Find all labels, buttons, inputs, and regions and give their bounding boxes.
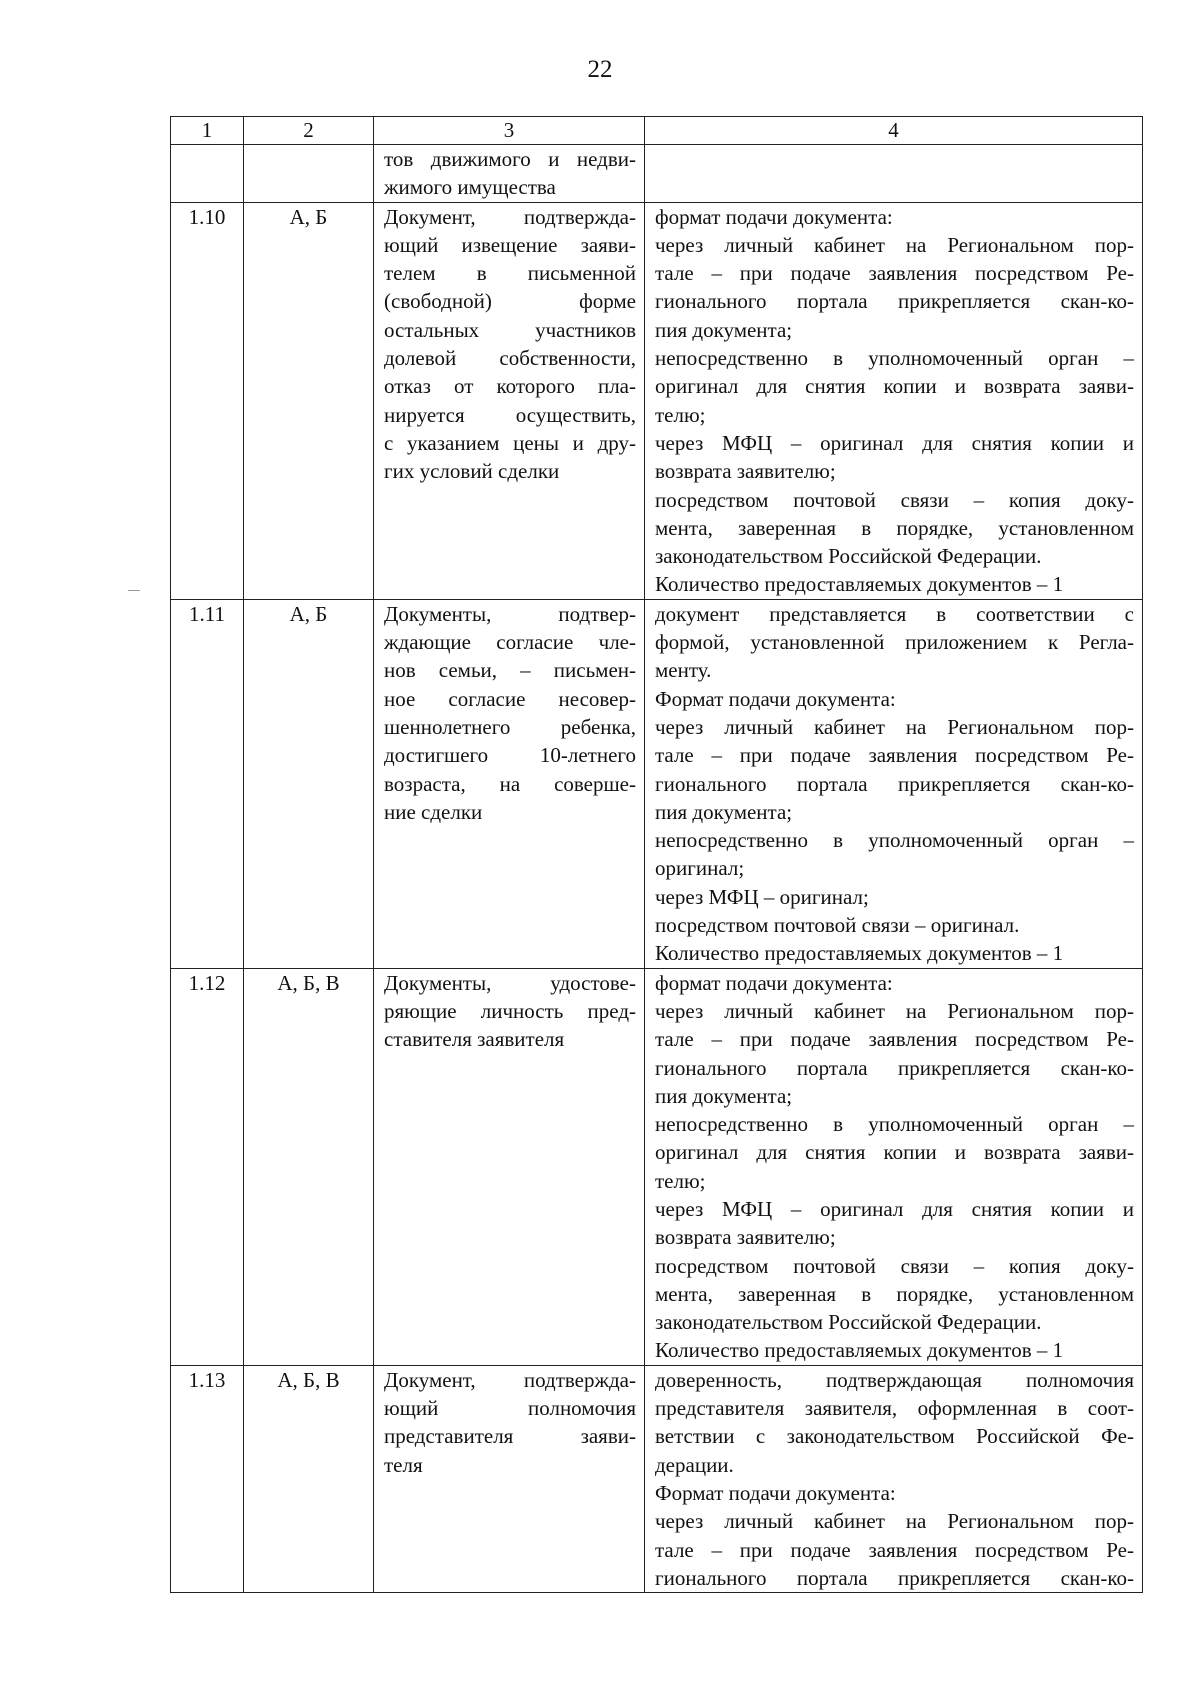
text-line: непосредственно в уполномоченный орган – — [655, 346, 1134, 371]
table-row — [171, 1365, 1143, 1592]
text-line: долевой собственности, — [384, 346, 636, 371]
continuation-row — [171, 145, 1143, 203]
header-cell: 2 — [244, 117, 374, 145]
text-line: тале – при подаче заявления посредством Ре- — [655, 743, 1134, 768]
text-line: непосредственно в уполномоченный орган – — [655, 1112, 1134, 1137]
text-line: гионального портала прикрепляется скан-ко- — [655, 1055, 1134, 1080]
text-line: тов движимого и недви- — [384, 147, 636, 171]
text-line: через личный кабинет на Региональном пор- — [655, 1509, 1134, 1534]
documents-table — [170, 116, 1143, 1593]
document-name-cell — [374, 599, 645, 968]
table-row — [171, 599, 1143, 968]
text-line: через личный кабинет на Региональном пор- — [655, 232, 1134, 257]
text-line: посредством почтовой связи – оригинал. — [655, 913, 1020, 938]
applicant-category-cell: А, Б — [244, 599, 374, 968]
row-number-cell — [171, 145, 244, 203]
text-line: Формат подачи документа: — [655, 1480, 896, 1505]
text-line: гионального портала прикрепляется скан-ко- — [655, 289, 1134, 314]
text-line: тале – при подаче заявления посредством Ре- — [655, 261, 1134, 286]
document-name-cell — [374, 145, 645, 203]
text-line: с указанием цены и дру- — [384, 430, 636, 455]
text-line: оригинал; — [655, 856, 745, 881]
text-line: мента, заверенная в порядке, установленном — [655, 515, 1134, 540]
text-line: шеннолетнего ребенка, — [384, 714, 636, 739]
text-line: формат подачи документа: — [655, 970, 893, 995]
text-line: достигшего 10-летнего — [384, 743, 636, 768]
text-line: возврата заявителю; — [655, 459, 836, 484]
text-line: ряющие личность пред- — [384, 998, 636, 1023]
text-line: ставителя заявителя — [384, 1027, 565, 1052]
applicant-category-cell: А, Б, В — [244, 1365, 374, 1592]
text-line: непосредственно в уполномоченный орган – — [655, 828, 1134, 853]
text-line: телю; — [655, 1168, 706, 1193]
text-line: жимого имущества — [384, 175, 556, 200]
row-number-cell: 1.13 — [171, 1365, 244, 1592]
text-line: оригинал для снятия копии и возврата заяви- — [655, 1140, 1134, 1165]
text-line: законодательством Российской Федерации. — [655, 544, 1042, 569]
text-line: тале – при подаче заявления посредством Ре- — [655, 1027, 1134, 1052]
text-line: ное согласие несовер- — [384, 686, 636, 711]
row-number-cell: 1.12 — [171, 968, 244, 1365]
submission-format-cell — [645, 202, 1143, 599]
text-line: представителя заявителя, оформленная в соот- — [655, 1396, 1134, 1421]
text-line: формат подачи документа: — [655, 204, 893, 229]
text-line: Документы, подтвер- — [384, 601, 636, 626]
text-line: возраста, на соверше- — [384, 771, 636, 796]
header-cell: 4 — [645, 117, 1143, 145]
text-line: возврата заявителю; — [655, 1225, 836, 1250]
text-line: через личный кабинет на Региональном пор- — [655, 714, 1134, 739]
document-name-cell — [374, 202, 645, 599]
text-line: теля — [384, 1452, 423, 1477]
text-line: через МФЦ – оригинал для снятия копии и — [655, 430, 1134, 455]
text-line: нов семьи, – письмен- — [384, 658, 636, 683]
margin-mark — [128, 590, 140, 591]
submission-format-cell — [645, 1365, 1143, 1592]
text-line: нируется осуществить, — [384, 402, 636, 427]
applicant-category-cell: А, Б — [244, 202, 374, 599]
text-line: Документ, подтвержда- — [384, 204, 636, 229]
text-line: ющий полномочия — [384, 1396, 636, 1421]
text-line: телем в письменной — [384, 261, 636, 286]
text-line: тале – при подаче заявления посредством Ре- — [655, 1537, 1134, 1562]
text-line: ющий извещение заяви- — [384, 232, 636, 257]
text-line: ждающие согласие чле- — [384, 630, 636, 655]
text-line: посредством почтовой связи – копия доку- — [655, 1253, 1134, 1278]
text-line: документ представляется в соответствии с — [655, 601, 1134, 626]
applicant-category-cell — [244, 145, 374, 203]
text-line: остальных участников — [384, 317, 636, 342]
text-line: Количество предоставляемых документов – 1 — [655, 572, 1064, 597]
text-line: гионального портала прикрепляется скан-ко- — [655, 771, 1134, 796]
text-line: ние сделки — [384, 799, 483, 824]
table-row — [171, 202, 1143, 599]
submission-format-cell — [645, 599, 1143, 968]
page-number: 22 — [587, 56, 613, 83]
table-row — [171, 968, 1143, 1365]
text-line: через личный кабинет на Региональном пор- — [655, 998, 1134, 1023]
text-line: Формат подачи документа: — [655, 686, 896, 711]
text-line: телю; — [655, 402, 706, 427]
header-cell: 1 — [171, 117, 244, 145]
text-line: Количество предоставляемых документов – 1 — [655, 1338, 1064, 1363]
header-cell: 3 — [374, 117, 645, 145]
text-line: гионального портала прикрепляется скан-ко- — [655, 1565, 1134, 1590]
text-line: (свободной) форме — [384, 289, 636, 314]
text-line: дерации. — [655, 1452, 734, 1477]
text-line: пия документа; — [655, 317, 793, 342]
text-line: законодательством Российской Федерации. — [655, 1310, 1042, 1335]
text-line: оригинал для снятия копии и возврата заяви- — [655, 374, 1134, 399]
text-line: представителя заяви- — [384, 1424, 636, 1449]
text-line: пия документа; — [655, 1083, 793, 1108]
applicant-category-cell: А, Б, В — [244, 968, 374, 1365]
text-line: формой, установленной приложением к Регла- — [655, 630, 1134, 655]
text-line: пия документа; — [655, 799, 793, 824]
text-line: Документ, подтвержда- — [384, 1367, 636, 1392]
table-header-row — [171, 117, 1143, 145]
text-line: ветствии с законодательством Российской Фе- — [655, 1424, 1134, 1449]
text-line: менту. — [655, 658, 712, 683]
text-line: гих условий сделки — [384, 459, 560, 484]
row-number-cell: 1.11 — [171, 599, 244, 968]
submission-format-cell — [645, 968, 1143, 1365]
row-number-cell: 1.10 — [171, 202, 244, 599]
document-name-cell — [374, 968, 645, 1365]
text-line: через МФЦ – оригинал; — [655, 884, 869, 909]
text-line: через МФЦ – оригинал для снятия копии и — [655, 1196, 1134, 1221]
text-line: мента, заверенная в порядке, установленном — [655, 1281, 1134, 1306]
text-line: доверенность, подтверждающая полномочия — [655, 1367, 1134, 1392]
document-name-cell — [374, 1365, 645, 1592]
text-line: Документы, удостове- — [384, 970, 636, 995]
text-line: отказ от которого пла- — [384, 374, 636, 399]
text-line: Количество предоставляемых документов – 1 — [655, 941, 1064, 966]
submission-format-cell — [645, 145, 1143, 203]
text-line: посредством почтовой связи – копия доку- — [655, 487, 1134, 512]
